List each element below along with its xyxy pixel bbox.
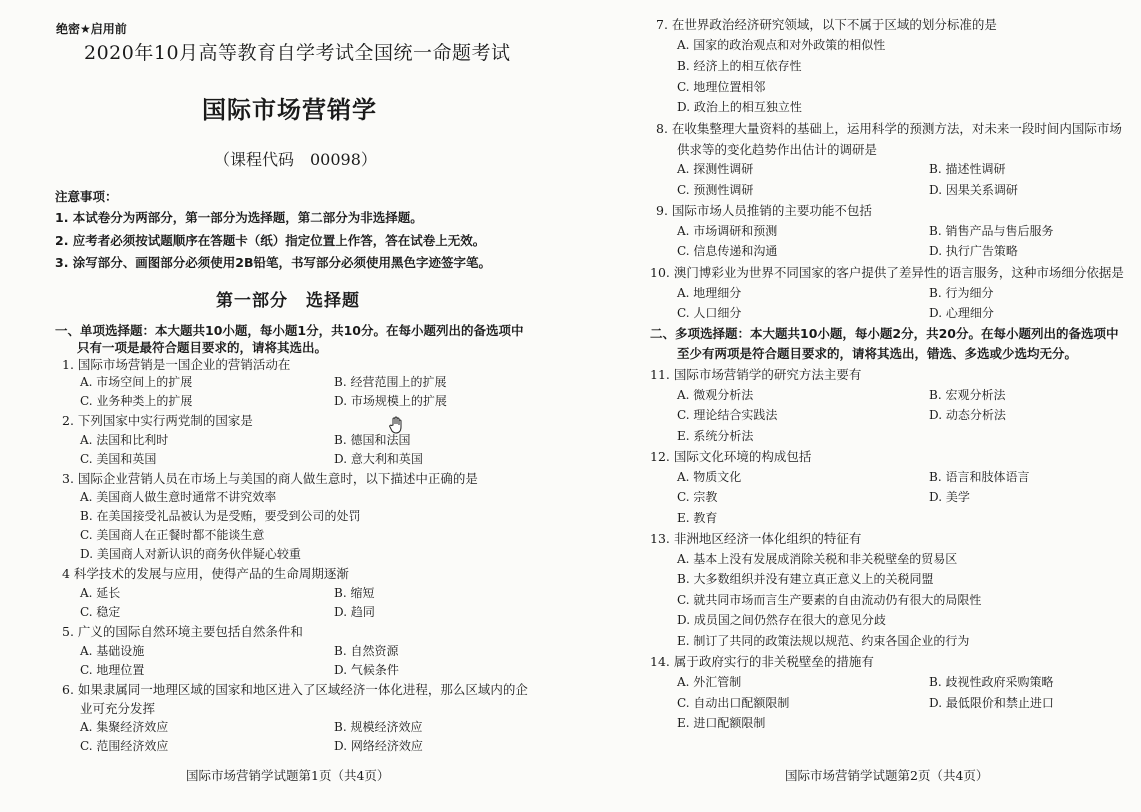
question-5-stem: 5. 广义的国际自然环境主要包括自然条件和 (62, 624, 303, 639)
q5-option-b: B. 自然资源 (334, 644, 399, 658)
q9-option-a: A. 市场调研和预测 (677, 224, 778, 238)
question-12-stem: 12. 国际文化环境的构成包括 (650, 449, 812, 464)
q2-option-b: B. 德国和法国 (334, 433, 411, 447)
course-code: （课程代码 00098） (214, 150, 377, 169)
page-2-footer: 国际市场营销学试题第2页（共4页） (785, 768, 989, 783)
q12-option-b: B. 语言和肢体语言 (929, 470, 1030, 484)
q14-option-d: D. 最低限价和禁止进口 (929, 696, 1054, 710)
q9-option-c: C. 信息传递和沟通 (677, 244, 778, 258)
question-10-stem: 10. 澳门博彩业为世界不同国家的客户提供了差异性的语言服务，这种市场细分依据是 (650, 265, 1124, 280)
q12-option-d: D. 美学 (929, 490, 970, 504)
q7-option-b: B. 经济上的相互依存性 (677, 59, 802, 73)
section-one-header-line2: 只有一项是最符合题目要求的，请将其选出。 (77, 340, 328, 355)
notes-title: 注意事项： (55, 189, 118, 204)
q6-option-d: D. 网络经济效应 (334, 739, 423, 753)
q3-option-b: B. 在美国接受礼品被认为是受贿，要受到公司的处罚 (80, 509, 361, 523)
q12-option-a: A. 物质文化 (677, 470, 742, 484)
q2-option-d: D. 意大利和英国 (334, 452, 423, 466)
question-6-stem: 6. 如果隶属同一地理区域的国家和地区进入了区域经济一体化进程，那么区域内的企 (62, 682, 528, 697)
q1-option-b: B. 经营范围上的扩展 (334, 375, 447, 389)
q13-option-e: E. 制订了共同的政策法规以规范、约束各国企业的行为 (677, 634, 970, 648)
question-8-stem-cont: 供求等的变化趋势作出估计的调研是 (677, 142, 878, 157)
q12-option-c: C. 宗教 (677, 490, 718, 504)
q13-option-c: C. 就共同市场而言生产要素的自由流动仍有很大的局限性 (677, 593, 982, 607)
note-2: 2. 应考者必须按试题顺序在答题卡（纸）指定位置上作答，答在试卷上无效。 (55, 233, 486, 248)
q2-option-c: C. 美国和英国 (80, 452, 157, 466)
question-13-stem: 13. 非洲地区经济一体化组织的特征有 (650, 531, 862, 546)
q8-option-c: C. 预测性调研 (677, 183, 754, 197)
question-3-stem: 3. 国际企业营销人员在市场上与美国的商人做生意时，以下描述中正确的是 (62, 471, 478, 486)
question-7-stem: 7. 在世界政治经济研究领域，以下不属于区域的划分标准的是 (656, 17, 997, 32)
q5-option-c: C. 地理位置 (80, 663, 145, 677)
q5-option-d: D. 气候条件 (334, 663, 399, 677)
q9-option-d: D. 执行广告策略 (929, 244, 1018, 258)
q7-option-c: C. 地理位置相邻 (677, 80, 766, 94)
question-6-stem-cont: 业可充分发挥 (80, 701, 156, 716)
exam-page-2 (580, 0, 1141, 812)
q14-option-e: E. 进口配额限制 (677, 716, 766, 730)
section-two-header-line2: 至少有两项是符合题目要求的，请将其选出，错选、多选或少选均无分。 (677, 346, 1078, 361)
q1-option-d: D. 市场规模上的扩展 (334, 394, 447, 408)
q11-option-d: D. 动态分析法 (929, 408, 1006, 422)
q6-option-c: C. 范围经济效应 (80, 739, 169, 753)
section-two-header-line1: 二、多项选择题：本大题共10小题，每小题2分，共20分。在每小题列出的备选项中 (650, 326, 1119, 341)
q1-option-a: A. 市场空间上的扩展 (80, 375, 193, 389)
q5-option-a: A. 基础设施 (80, 644, 145, 658)
q11-option-c: C. 理论结合实践法 (677, 408, 778, 422)
q6-option-a: A. 集聚经济效应 (80, 720, 169, 734)
q11-option-b: B. 宏观分析法 (929, 388, 1006, 402)
question-14-stem: 14. 属于政府实行的非关税壁垒的措施有 (650, 654, 874, 669)
question-4-stem: 4 科学技术的发展与应用，使得产品的生命周期逐渐 (62, 566, 349, 581)
q10-option-a: A. 地理细分 (677, 286, 742, 300)
q4-option-d: D. 趋同 (334, 605, 375, 619)
q7-option-d: D. 政治上的相互独立性 (677, 100, 802, 114)
question-8-stem: 8. 在收集整理大量资料的基础上，运用科学的预测方法，对未来一段时间内国际市场 (656, 121, 1122, 136)
q10-option-c: C. 人口细分 (677, 306, 742, 320)
q8-option-d: D. 因果关系调研 (929, 183, 1018, 197)
q2-option-a: A. 法国和比利时 (80, 433, 169, 447)
page-1-footer: 国际市场营销学试题第1页（共4页） (186, 768, 390, 783)
q13-option-b: B. 大多数组织并没有建立真正意义上的关税同盟 (677, 572, 934, 586)
q6-option-b: B. 规模经济效应 (334, 720, 423, 734)
subject-title: 国际市场营销学 (202, 96, 377, 124)
q11-option-a: A. 微观分析法 (677, 388, 754, 402)
question-9-stem: 9. 国际市场人员推销的主要功能不包括 (656, 203, 872, 218)
q14-option-c: C. 自动出口配额限制 (677, 696, 790, 710)
q3-option-a: A. 美国商人做生意时通常不讲究效率 (80, 490, 277, 504)
q4-option-c: C. 稳定 (80, 605, 121, 619)
q8-option-a: A. 探测性调研 (677, 162, 754, 176)
q4-option-a: A. 延长 (80, 586, 121, 600)
q14-option-b: B. 歧视性政府采购策略 (929, 675, 1054, 689)
q14-option-a: A. 外汇管制 (677, 675, 742, 689)
question-2-stem: 2. 下列国家中实行两党制的国家是 (62, 413, 253, 428)
part-one-title: 第一部分 选择题 (216, 291, 360, 311)
exam-title: 2020年10月高等教育自学考试全国统一命题考试 (84, 42, 511, 64)
q9-option-b: B. 销售产品与售后服务 (929, 224, 1054, 238)
q4-option-b: B. 缩短 (334, 586, 375, 600)
q8-option-b: B. 描述性调研 (929, 162, 1006, 176)
q13-option-a: A. 基本上没有发展成消除关税和非关税壁垒的贸易区 (677, 552, 958, 566)
q3-option-c: C. 美国商人在正餐时都不能谈生意 (80, 528, 265, 542)
question-1-stem: 1. 国际市场营销是一国企业的营销活动在 (62, 357, 291, 372)
q10-option-b: B. 行为细分 (929, 286, 994, 300)
note-1: 1. 本试卷分为两部分，第一部分为选择题，第二部分为非选择题。 (55, 210, 423, 225)
section-one-header-line1: 一、单项选择题：本大题共10小题，每小题1分，共10分。在每小题列出的备选项中 (55, 323, 524, 338)
q7-option-a: A. 国家的政治观点和对外政策的相似性 (677, 38, 886, 52)
q13-option-d: D. 成员国之间仍然存在很大的意见分歧 (677, 613, 886, 627)
hand-cursor-icon (388, 416, 404, 438)
q10-option-d: D. 心理细分 (929, 306, 994, 320)
note-3: 3. 涂写部分、画图部分必须使用2B铅笔，书写部分必须使用黑色字迹签字笔。 (55, 255, 492, 270)
confidential-mark: 绝密★启用前 (56, 22, 127, 36)
q3-option-d: D. 美国商人对新认识的商务伙伴疑心较重 (80, 547, 301, 561)
q12-option-e: E. 教育 (677, 511, 718, 525)
question-11-stem: 11. 国际市场营销学的研究方法主要有 (650, 367, 862, 382)
q11-option-e: E. 系统分析法 (677, 429, 754, 443)
q1-option-c: C. 业务种类上的扩展 (80, 394, 193, 408)
